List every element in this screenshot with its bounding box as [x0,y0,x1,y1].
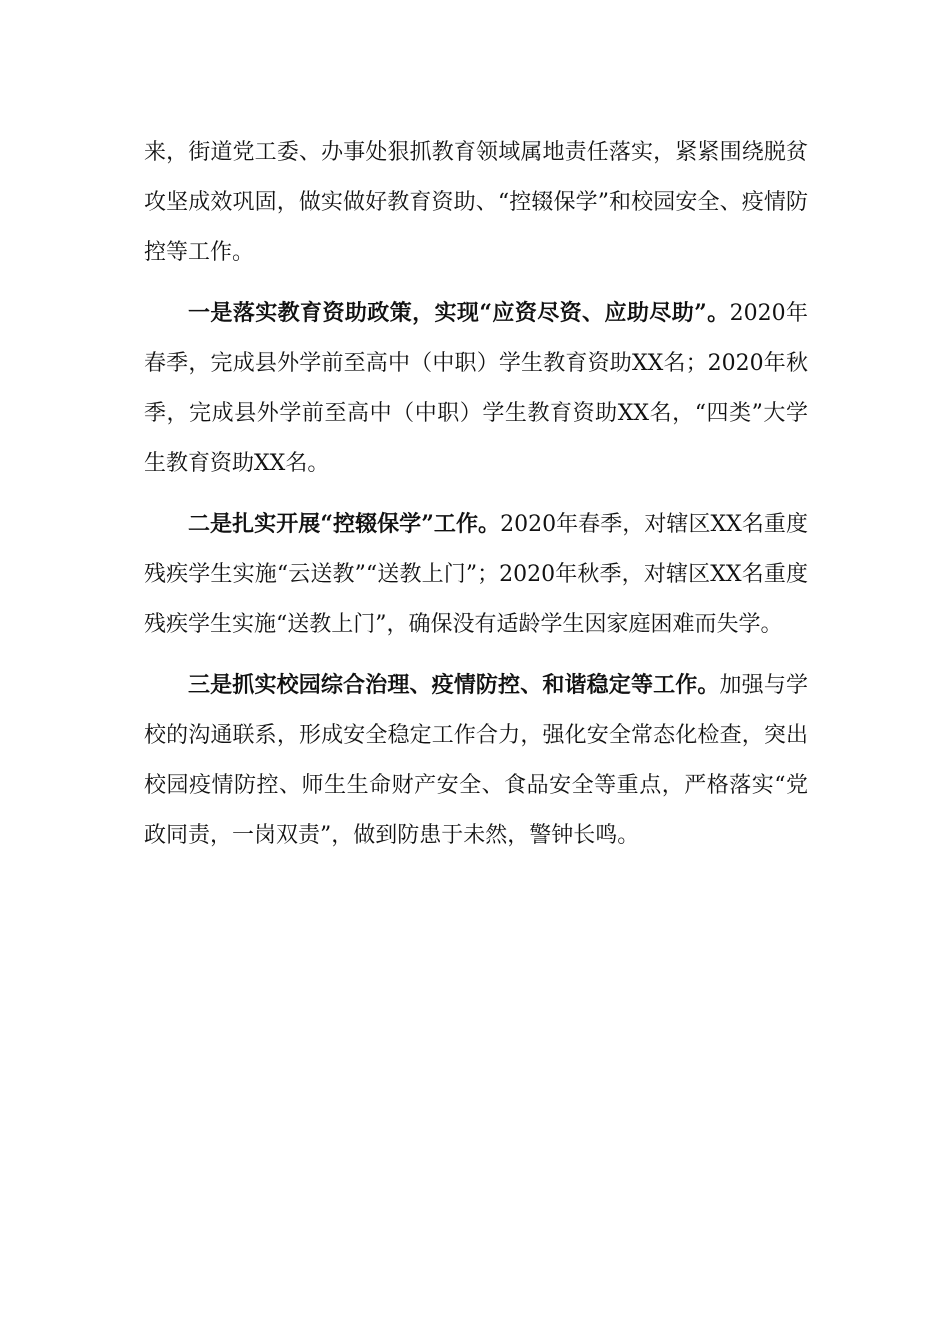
paragraph-heading: 三是抓实校园综合治理、疫情防控、和谐稳定等工作。 [188,672,720,698]
paragraph-heading: 二是扎实开展“控辍保学”工作。 [188,511,501,537]
paragraph-dropout-control [144,499,808,650]
paragraph-heading: 一是落实教育资助政策，实现“应资尽资、应助尽助”。 [188,300,730,326]
paragraph-text: 2020年春季，完成县外学前至高中（中职）学生教育资助XX名；2020年秋季，完成县外学前至高中（中职）学生教育资助XX名，“四类”大学生教育资助XX名。 [144,301,808,476]
paragraph-text: 2020年春季，对辖区XX名重度残疾学生实施“云送教”“送教上门”；2020年秋季，对辖区XX名重度残疾学生实施“送教上门”，确保没有适龄学生因家庭困难而失学。 [144,512,808,637]
paragraph-text: 加强与学校的沟通联系，形成安全稳定工作合力，强化安全常态化检查，突出校园疫情防控、师生生命财产安全、食品安全等重点，严格落实“党政同责，一岗双责”，做到防患于未然，警钟长鸣。 [144,673,808,848]
paragraph-continuation [144,128,808,278]
paragraph-text: 来，街道党工委、办事处狠抓教育领域属地责任落实，紧紧围绕脱贫攻坚成效巩固，做实做好教育资助、“控辍保学”和校园安全、疫情防控等工作。 [144,140,808,265]
paragraph-campus-safety [144,660,808,861]
paragraph-education-aid [144,288,808,489]
document-body [144,128,808,861]
